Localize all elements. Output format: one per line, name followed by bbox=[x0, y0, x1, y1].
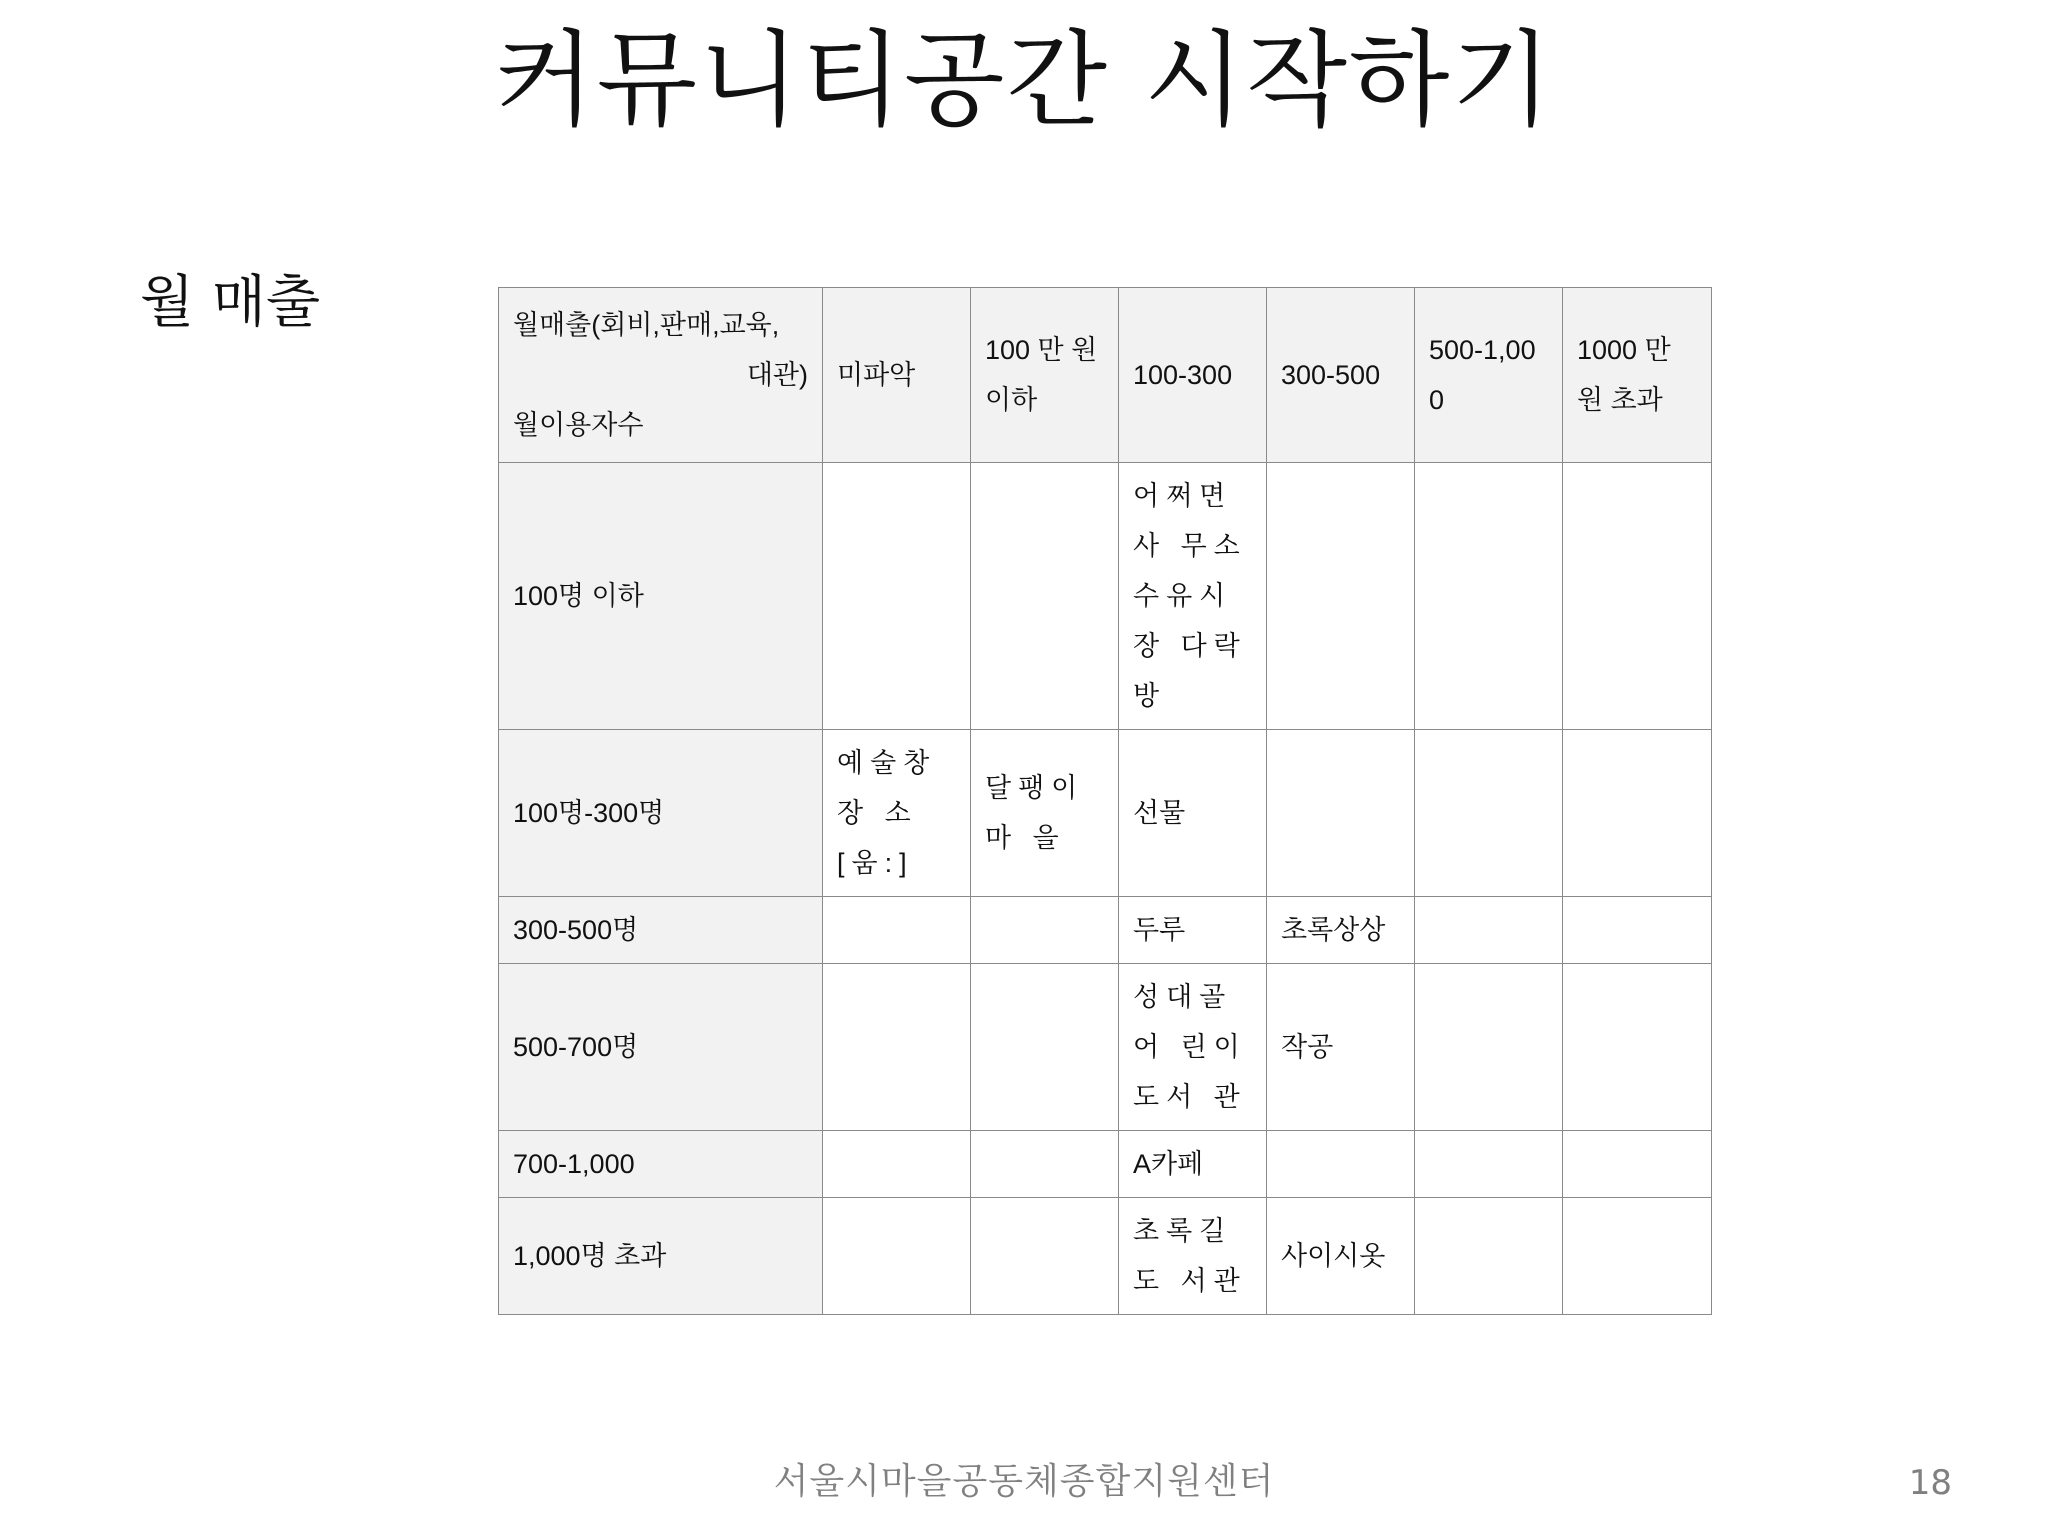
row-header: 300-500명 bbox=[499, 897, 823, 964]
table-cell bbox=[1267, 730, 1415, 897]
table-cell: 어쩌면사 무소 수유시장 다락방 bbox=[1119, 463, 1267, 730]
table-cell bbox=[1267, 1131, 1415, 1198]
table-cell bbox=[971, 964, 1119, 1131]
column-header: 100-300 bbox=[1119, 288, 1267, 463]
table-cell bbox=[823, 463, 971, 730]
table-cell: 두루 bbox=[1119, 897, 1267, 964]
revenue-users-table bbox=[498, 287, 1712, 1315]
table-cell: 선물 bbox=[1119, 730, 1267, 897]
table-cell bbox=[823, 1131, 971, 1198]
table-cell bbox=[971, 463, 1119, 730]
row-header: 100명-300명 bbox=[499, 730, 823, 897]
table-corner-cell bbox=[499, 288, 823, 463]
table-header-row bbox=[499, 288, 1712, 463]
table-cell bbox=[1415, 897, 1563, 964]
row-header: 100명 이하 bbox=[499, 463, 823, 730]
row-header: 500-700명 bbox=[499, 964, 823, 1131]
slide-title: 커뮤니티공간 시작하기 bbox=[494, 19, 1554, 141]
corner-users-label: 월이용자수 bbox=[513, 410, 644, 440]
table-cell: A카페 bbox=[1119, 1131, 1267, 1198]
table-cell bbox=[1563, 897, 1712, 964]
page-number: 18 bbox=[1908, 1463, 1952, 1503]
table-cell bbox=[823, 897, 971, 964]
column-header: 300-500 bbox=[1267, 288, 1415, 463]
table-cell bbox=[1415, 463, 1563, 730]
table-row bbox=[499, 463, 1712, 730]
row-header: 1,000명 초과 bbox=[499, 1198, 823, 1315]
table-cell bbox=[1563, 1198, 1712, 1315]
footer-organization: 서울시마을공동체종합지원센터 bbox=[773, 1461, 1275, 1502]
table-row bbox=[499, 1131, 1712, 1198]
table-cell bbox=[1415, 1131, 1563, 1198]
table-cell bbox=[1415, 730, 1563, 897]
table-cell bbox=[971, 1198, 1119, 1315]
table-cell bbox=[823, 1198, 971, 1315]
table-cell bbox=[1267, 463, 1415, 730]
table-cell: 초록상상 bbox=[1267, 897, 1415, 964]
table-cell bbox=[971, 1131, 1119, 1198]
column-header: 1000 만 원 초과 bbox=[1563, 288, 1712, 463]
table-cell: 성대골어 린이도서 관 bbox=[1119, 964, 1267, 1131]
corner-revenue-label-cont: 대관) bbox=[746, 360, 808, 390]
table-cell bbox=[1563, 463, 1712, 730]
table-cell bbox=[1415, 964, 1563, 1131]
table-cell: 초록길도 서관 bbox=[1119, 1198, 1267, 1315]
section-label: 월 매출 bbox=[140, 270, 321, 335]
row-header: 700-1,000 bbox=[499, 1131, 823, 1198]
table-row bbox=[499, 964, 1712, 1131]
table-cell: 예술창장 소[움:] bbox=[823, 730, 971, 897]
table-cell: 달팽이마 을 bbox=[971, 730, 1119, 897]
table-row bbox=[499, 897, 1712, 964]
column-header: 미파악 bbox=[823, 288, 971, 463]
table-cell bbox=[971, 897, 1119, 964]
table-cell bbox=[1563, 964, 1712, 1131]
column-header: 100 만 원 이하 bbox=[971, 288, 1119, 463]
table-cell bbox=[1415, 1198, 1563, 1315]
table-cell bbox=[1563, 730, 1712, 897]
table-row bbox=[499, 730, 1712, 897]
column-header: 500-1,00 0 bbox=[1415, 288, 1563, 463]
table-row bbox=[499, 1198, 1712, 1315]
table-cell bbox=[823, 964, 971, 1131]
table-cell: 사이시옷 bbox=[1267, 1198, 1415, 1315]
table-cell: 작공 bbox=[1267, 964, 1415, 1131]
table-cell bbox=[1563, 1131, 1712, 1198]
corner-revenue-label: 월매출(회비,판매,교육, bbox=[513, 310, 780, 340]
